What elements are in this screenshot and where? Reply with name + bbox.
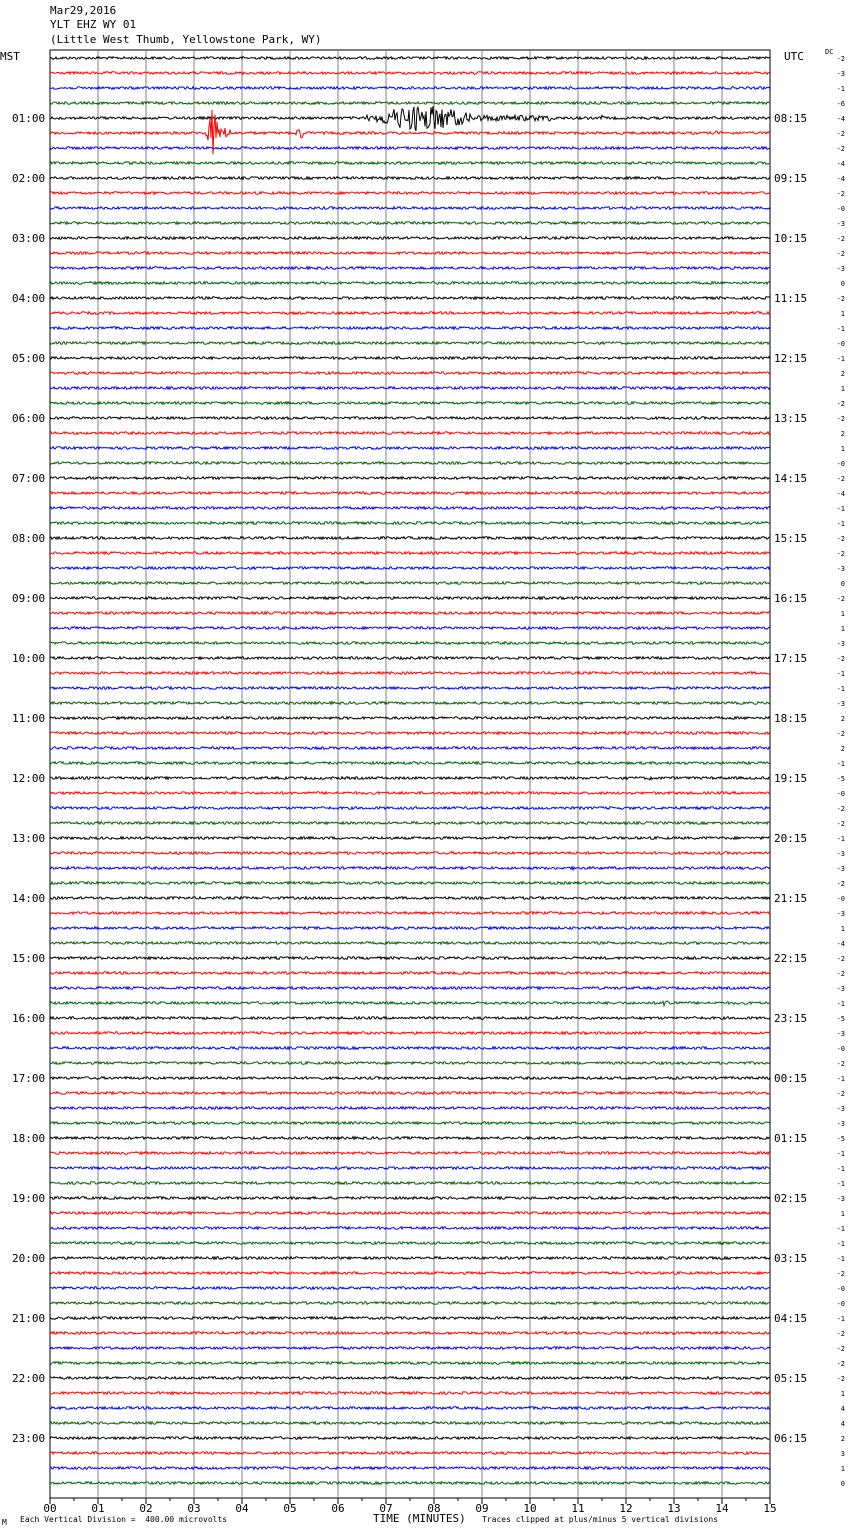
- trace-row: [50, 357, 770, 360]
- dc-offset-label: -1: [836, 325, 845, 333]
- dc-offset-label: -3: [836, 1195, 845, 1203]
- dc-offset-label: -2: [836, 235, 845, 243]
- x-tick-label: 06: [331, 1502, 345, 1515]
- x-tick-label: 12: [619, 1502, 633, 1515]
- dc-offset-label: -3: [836, 1030, 845, 1038]
- trace-row: [50, 312, 770, 315]
- trace-row: [50, 417, 770, 420]
- dc-offset-label: -0: [836, 460, 845, 468]
- dc-offset-label: 1: [840, 310, 845, 318]
- trace-row: [50, 1317, 770, 1320]
- mst-hour-label: 11:00: [12, 712, 46, 725]
- trace-row: [50, 267, 770, 270]
- dc-offset-label: -0: [836, 1045, 845, 1053]
- chart-station: YLT EHZ WY 01: [50, 18, 137, 31]
- trace-row: [50, 702, 770, 705]
- scale-note: Each Vertical Division = 400.00 microvolts: [20, 1515, 228, 1524]
- trace-row: [50, 1257, 770, 1260]
- left-timezone-label: MST: [0, 50, 20, 63]
- trace-row: [50, 1287, 770, 1290]
- trace-row: [50, 972, 770, 975]
- trace-row: [50, 537, 770, 540]
- trace-row: [50, 207, 770, 210]
- dc-offset-label: -0: [836, 790, 845, 798]
- utc-hour-label: 19:15: [774, 772, 808, 785]
- dc-offset-label: -1: [836, 1075, 845, 1083]
- dc-offset-label: 1: [840, 925, 845, 933]
- x-tick-label: 13: [667, 1502, 681, 1515]
- utc-hour-label: 14:15: [774, 472, 808, 485]
- dc-offset-label: -1: [836, 1000, 845, 1008]
- dc-offset-label: 2: [840, 430, 845, 438]
- utc-hour-label: 06:15: [774, 1432, 808, 1445]
- trace-row: [50, 1347, 770, 1350]
- x-tick-label: 11: [571, 1502, 585, 1515]
- trace-row: [50, 1392, 770, 1395]
- mst-hour-label: 17:00: [12, 1072, 46, 1085]
- trace-row: [50, 1227, 770, 1230]
- trace-row: [50, 462, 770, 465]
- trace-row: [50, 522, 770, 525]
- x-tick-label: 08: [427, 1502, 441, 1515]
- right-timezone-label: UTC: [784, 50, 804, 63]
- utc-hour-label: 13:15: [774, 412, 808, 425]
- dc-offset-label: -4: [836, 940, 845, 948]
- dc-offset-label: -3: [836, 1105, 845, 1113]
- dc-offset-label: -2: [836, 550, 845, 558]
- trace-row: [50, 1197, 770, 1200]
- trace-row: [50, 657, 770, 660]
- trace-row: [50, 1032, 770, 1035]
- dc-offset-label: -2: [836, 1360, 845, 1368]
- dc-offset-label: 4: [840, 1405, 845, 1413]
- utc-hour-label: 09:15: [774, 172, 808, 185]
- trace-row: [50, 1182, 770, 1185]
- dc-offset-label: -3: [836, 265, 845, 273]
- mst-hour-label: 05:00: [12, 352, 46, 365]
- trace-row: [50, 106, 770, 131]
- x-tick-label: 05: [283, 1502, 297, 1515]
- dc-offset-label: -0: [836, 340, 845, 348]
- trace-row: [50, 687, 770, 690]
- trace-row: [50, 1377, 770, 1380]
- dc-offset-label: -2: [836, 805, 845, 813]
- trace-row: [50, 807, 770, 810]
- trace-row: [50, 1122, 770, 1125]
- dc-offset-label: -2: [836, 55, 845, 63]
- trace-row: [50, 222, 770, 225]
- trace-row: [50, 762, 770, 765]
- utc-hour-label: 10:15: [774, 232, 808, 245]
- trace-row: [50, 57, 770, 60]
- mst-hour-label: 01:00: [12, 112, 46, 125]
- dc-offset-label: -3: [836, 70, 845, 78]
- x-tick-label: 01: [91, 1502, 105, 1515]
- trace-row: [50, 327, 770, 330]
- dc-offset-label: -0: [836, 1300, 845, 1308]
- trace-row: [50, 1407, 770, 1410]
- trace-row: [50, 372, 770, 375]
- dc-offset-label: 1: [840, 445, 845, 453]
- trace-row: [50, 1437, 770, 1440]
- trace-row: [50, 1212, 770, 1215]
- trace-row: [50, 1062, 770, 1065]
- dc-offset-label: -1: [836, 1240, 845, 1248]
- trace-row: [50, 1001, 770, 1006]
- dc-offset-label: -1: [836, 835, 845, 843]
- dc-offset-label: -2: [836, 1270, 845, 1278]
- trace-row: [50, 627, 770, 630]
- trace-row: [50, 1242, 770, 1245]
- chart-location: (Little West Thumb, Yellowstone Park, WY): [50, 33, 322, 46]
- trace-row: [50, 342, 770, 345]
- utc-hour-label: 11:15: [774, 292, 808, 305]
- x-tick-label: 03: [187, 1502, 201, 1515]
- mst-hour-label: 21:00: [12, 1312, 46, 1325]
- dc-offset-label: -5: [836, 1135, 845, 1143]
- dc-offset-label: -1: [836, 670, 845, 678]
- chart-date: Mar29,2016: [50, 4, 117, 17]
- trace-row: [50, 1482, 770, 1485]
- dc-offset-label: 2: [840, 1435, 845, 1443]
- mst-hour-label: 07:00: [12, 472, 46, 485]
- corner-mark: M: [2, 1518, 7, 1527]
- trace-row: [50, 387, 770, 390]
- trace-row: [50, 162, 770, 165]
- dc-offset-label: -3: [836, 850, 845, 858]
- trace-row: [50, 1332, 770, 1335]
- trace-row: [50, 1107, 770, 1110]
- clip-note: Traces clipped at plus/minus 5 vertical divisions: [482, 1515, 719, 1524]
- utc-hour-label: 03:15: [774, 1252, 808, 1265]
- trace-row: [50, 852, 770, 855]
- dc-offset-label: -3: [836, 1120, 845, 1128]
- mst-hour-label: 03:00: [12, 232, 46, 245]
- trace-row: [50, 1302, 770, 1305]
- x-tick-label: 00: [43, 1502, 57, 1515]
- utc-hour-label: 21:15: [774, 892, 808, 905]
- utc-hour-label: 22:15: [774, 952, 808, 965]
- dc-offset-label: -4: [836, 490, 845, 498]
- dc-offset-label: -2: [836, 475, 845, 483]
- dc-offset-label: -1: [836, 355, 845, 363]
- dc-offset-label: -2: [836, 130, 845, 138]
- trace-row: [50, 942, 770, 945]
- utc-hour-label: 04:15: [774, 1312, 808, 1325]
- trace-row: [50, 732, 770, 735]
- mst-hour-label: 18:00: [12, 1132, 46, 1145]
- trace-row: [50, 717, 770, 720]
- dc-offset-label: -1: [836, 1225, 845, 1233]
- utc-hour-label: 18:15: [774, 712, 808, 725]
- dc-offset-label: -2: [836, 535, 845, 543]
- dc-offset-label: 2: [840, 745, 845, 753]
- trace-row: [50, 747, 770, 750]
- utc-hour-label: 23:15: [774, 1012, 808, 1025]
- trace-row: [50, 597, 770, 600]
- dc-offset-label: -5: [836, 775, 845, 783]
- dc-offset-label: -1: [836, 685, 845, 693]
- trace-row: [50, 447, 770, 450]
- trace-row: [50, 492, 770, 495]
- dc-offset-label: -2: [836, 1060, 845, 1068]
- trace-row: [50, 897, 770, 900]
- dc-offset-label: 2: [840, 715, 845, 723]
- dc-offset-label: -3: [836, 220, 845, 228]
- trace-row: [50, 582, 770, 585]
- trace-row: [50, 792, 770, 795]
- utc-hour-label: 15:15: [774, 532, 808, 545]
- dc-offset-label: -2: [836, 190, 845, 198]
- trace-row: [50, 987, 770, 990]
- dc-offset-label: -2: [836, 1330, 845, 1338]
- x-tick-label: 07: [379, 1502, 393, 1515]
- dc-offset-label: -1: [836, 85, 845, 93]
- trace-row: [50, 1152, 770, 1155]
- x-tick-label: 02: [139, 1502, 153, 1515]
- dc-offset-label: 1: [840, 610, 845, 618]
- dc-offset-label: -2: [836, 880, 845, 888]
- trace-row: [50, 612, 770, 615]
- dc-offset-label: -0: [836, 1285, 845, 1293]
- dc-offset-label: -2: [836, 595, 845, 603]
- dc-offset-label: -1: [836, 1180, 845, 1188]
- trace-row: [50, 822, 770, 825]
- dc-offset-label: -0: [836, 205, 845, 213]
- dc-offset-label: 1: [840, 1390, 845, 1398]
- dc-offset-label: 1: [840, 385, 845, 393]
- dc-offset-label: -2: [836, 1345, 845, 1353]
- utc-hour-label: 00:15: [774, 1072, 808, 1085]
- dc-offset-label: -3: [836, 865, 845, 873]
- trace-row: [50, 957, 770, 960]
- trace-row: [50, 477, 770, 480]
- trace-row: [50, 1167, 770, 1170]
- trace-row: [50, 507, 770, 510]
- trace-row: [50, 252, 770, 255]
- x-tick-label: 15: [763, 1502, 777, 1515]
- dc-offset-label: -1: [836, 505, 845, 513]
- mst-hour-label: 04:00: [12, 292, 46, 305]
- dc-offset-label: -2: [836, 415, 845, 423]
- mst-hour-label: 06:00: [12, 412, 46, 425]
- dc-offset-label: -1: [836, 1255, 845, 1263]
- trace-row: [50, 1362, 770, 1365]
- dc-offset-label: 3: [840, 1450, 845, 1458]
- dc-offset-label: -2: [836, 1375, 845, 1383]
- dc-label: DC: [825, 48, 834, 56]
- trace-row: [50, 87, 770, 90]
- mst-hour-label: 16:00: [12, 1012, 46, 1025]
- trace-row: [50, 192, 770, 195]
- trace-row: [50, 927, 770, 930]
- dc-offset-label: -4: [836, 160, 845, 168]
- dc-offset-label: -6: [836, 100, 845, 108]
- dc-offset-label: -5: [836, 1015, 845, 1023]
- dc-offset-label: -2: [836, 400, 845, 408]
- utc-hour-label: 12:15: [774, 352, 808, 365]
- trace-row: [50, 282, 770, 285]
- dc-offset-label: -2: [836, 955, 845, 963]
- dc-offset-label: 0: [840, 280, 845, 288]
- dc-offset-label: -3: [836, 640, 845, 648]
- dc-offset-label: 0: [840, 1480, 845, 1488]
- trace-row: [50, 1077, 770, 1080]
- trace-row: [50, 642, 770, 645]
- x-tick-label: 04: [235, 1502, 249, 1515]
- dc-offset-label: -2: [836, 295, 845, 303]
- dc-offset-label: -1: [836, 1165, 845, 1173]
- trace-row: [50, 432, 770, 435]
- trace-row: [50, 567, 770, 570]
- dc-offset-label: -3: [836, 985, 845, 993]
- trace-row: [50, 1452, 770, 1455]
- mst-hour-label: 23:00: [12, 1432, 46, 1445]
- mst-hour-label: 13:00: [12, 832, 46, 845]
- utc-hour-label: 17:15: [774, 652, 808, 665]
- dc-offset-label: -1: [836, 1150, 845, 1158]
- trace-row: [50, 1467, 770, 1470]
- mst-hour-label: 22:00: [12, 1372, 46, 1385]
- mst-hour-label: 19:00: [12, 1192, 46, 1205]
- mst-hour-label: 15:00: [12, 952, 46, 965]
- dc-offset-label: -1: [836, 1315, 845, 1323]
- dc-offset-label: -4: [836, 175, 845, 183]
- dc-offset-label: -2: [836, 145, 845, 153]
- dc-offset-label: -4: [836, 115, 845, 123]
- trace-row: [50, 1017, 770, 1020]
- dc-offset-label: 1: [840, 1465, 845, 1473]
- dc-offset-label: -2: [836, 1090, 845, 1098]
- trace-row: [50, 882, 770, 885]
- trace-row: [50, 1092, 770, 1095]
- trace-row: [50, 777, 770, 780]
- trace-row: [50, 837, 770, 840]
- trace-row: [50, 1047, 770, 1050]
- utc-hour-label: 05:15: [774, 1372, 808, 1385]
- dc-offset-label: 1: [840, 1210, 845, 1218]
- dc-offset-label: 1: [840, 625, 845, 633]
- trace-row: [50, 102, 770, 105]
- mst-hour-label: 10:00: [12, 652, 46, 665]
- trace-row: [50, 867, 770, 870]
- x-tick-label: 09: [475, 1502, 489, 1515]
- trace-row: [50, 297, 770, 300]
- trace-row: [50, 912, 770, 915]
- trace-row: [50, 1422, 770, 1425]
- mst-hour-label: 12:00: [12, 772, 46, 785]
- mst-hour-label: 02:00: [12, 172, 46, 185]
- dc-offset-label: -2: [836, 820, 845, 828]
- dc-offset-label: -0: [836, 895, 845, 903]
- x-axis-title: TIME (MINUTES): [373, 1512, 466, 1525]
- dc-offset-label: 4: [840, 1420, 845, 1428]
- utc-hour-label: 02:15: [774, 1192, 808, 1205]
- trace-row: [50, 672, 770, 675]
- trace-row: [50, 147, 770, 150]
- dc-offset-label: -1: [836, 520, 845, 528]
- utc-hour-label: 20:15: [774, 832, 808, 845]
- trace-row: [50, 237, 770, 240]
- trace-row: [50, 177, 770, 180]
- trace-row: [50, 1137, 770, 1140]
- dc-offset-label: -3: [836, 910, 845, 918]
- utc-hour-label: 16:15: [774, 592, 808, 605]
- mst-hour-label: 20:00: [12, 1252, 46, 1265]
- dc-offset-label: -3: [836, 565, 845, 573]
- utc-hour-label: 08:15: [774, 112, 808, 125]
- x-tick-label: 14: [715, 1502, 729, 1515]
- dc-offset-label: -3: [836, 700, 845, 708]
- trace-row: [50, 1272, 770, 1275]
- trace-row: [50, 402, 770, 405]
- mst-hour-label: 14:00: [12, 892, 46, 905]
- mst-hour-label: 09:00: [12, 592, 46, 605]
- dc-offset-label: -2: [836, 655, 845, 663]
- dc-offset-label: -2: [836, 250, 845, 258]
- mst-hour-label: 08:00: [12, 532, 46, 545]
- dc-offset-label: -1: [836, 760, 845, 768]
- dc-offset-label: 2: [840, 370, 845, 378]
- dc-offset-label: -2: [836, 970, 845, 978]
- trace-row: [50, 72, 770, 75]
- dc-offset-label: 0: [840, 580, 845, 588]
- dc-offset-label: -2: [836, 730, 845, 738]
- trace-row: [50, 552, 770, 555]
- x-tick-label: 10: [523, 1502, 537, 1515]
- utc-hour-label: 01:15: [774, 1132, 808, 1145]
